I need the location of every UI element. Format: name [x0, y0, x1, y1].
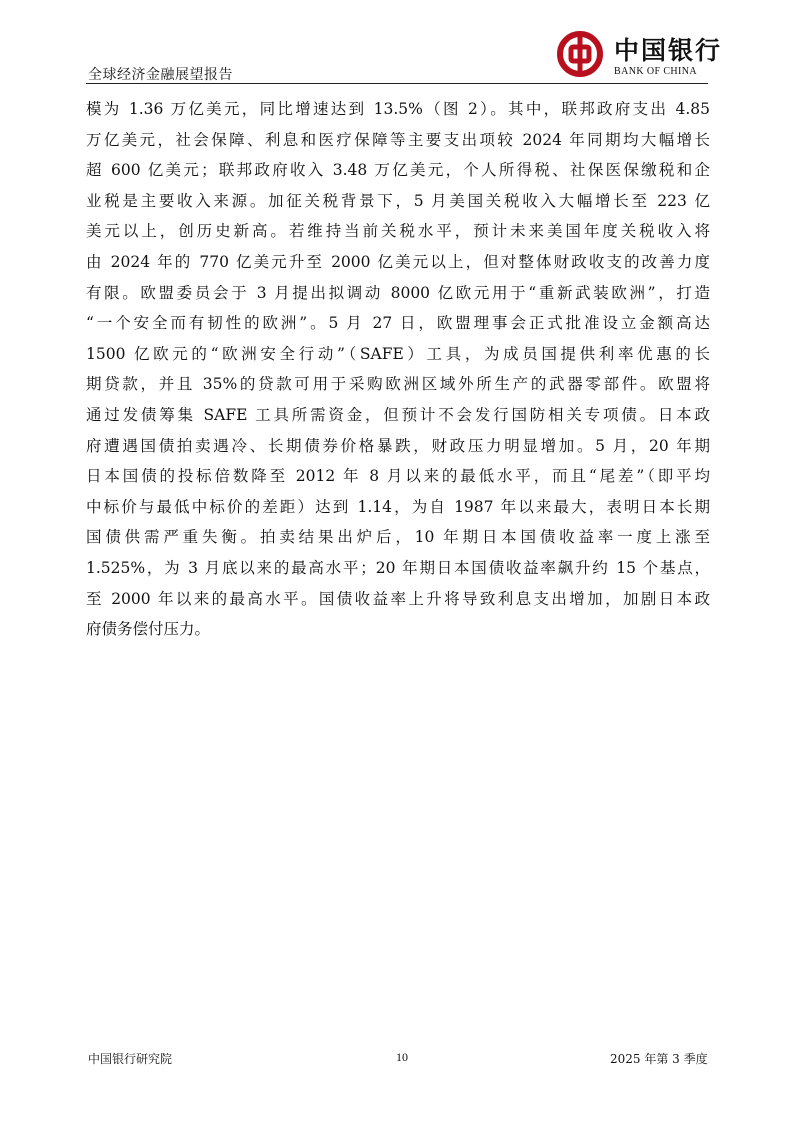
logo-english-text: BANK OF CHINA [614, 66, 697, 77]
text-line: 府债务偿付压力。 [86, 620, 211, 639]
text-line: 日本国债的投标倍数降至 2012 年 8 月以来的最低水平，而且“尾差”（即平均 [86, 467, 710, 486]
text-line: 通过发债筹集 SAFE 工具所需资金，但预计不会发行国防相关专项债。日本政 [86, 405, 710, 424]
text-line: 1.525%，为 3 月底以来的最高水平；20 年期日本国债收益率飙升约 15 个基点， [86, 558, 710, 577]
text-line: 1500 亿欧元的“欧洲安全行动”（SAFE）工具，为成员国提供利率优惠的长 [86, 344, 710, 363]
text-line: 模为 1.36 万亿美元，同比增速达到 13.5%（图 2）。其中，联邦政府支出 4.85 [86, 100, 710, 118]
text-line: 业税是主要收入来源。加征关税背景下，5 月美国关税收入大幅增长至 223 亿 [86, 191, 710, 210]
text-line: 至 2000 年以来的最高水平。国债收益率上升将导致利息支出增加，加剧日本政 [86, 589, 710, 608]
report-title: 全球经济金融展望报告 [88, 67, 233, 83]
footer-period: 2025 年第 3 季度 [610, 1052, 708, 1066]
bank-logo [556, 30, 723, 82]
text-line: “一个安全而有韧性的欧洲”。5 月 27 日，欧盟理事会正式批准设立金额高达 [86, 314, 710, 333]
footer-institute: 中国银行研究院 [88, 1052, 173, 1066]
text-line: 由 2024 年的 770 亿美元升至 2000 亿美元以上，但对整体财政收支的改善力度 [86, 252, 710, 271]
text-line: 超 600 亿美元；联邦政府收入 3.48 万亿美元，个人所得税、社保医保缴税和企 [86, 161, 710, 180]
bank-of-china-emblem-icon [556, 30, 604, 78]
header-divider [86, 83, 708, 84]
text-line: 期贷款，并且 35%的贷款可用于采购欧洲区域外所生产的武器零部件。欧盟将 [86, 375, 710, 394]
text-line: 美元以上，创历史新高。若维持当前关税水平，预计未来美国年度关税收入将 [86, 222, 710, 241]
text-line: 国债供需严重失衡。拍卖结果出炉后，10 年期日本国债收益率一度上涨至 [86, 528, 710, 547]
text-line: 中标价与最低中标价的差距）达到 1.14，为自 1987 年以来最大，表明日本长期 [86, 497, 710, 516]
page-number: 10 [396, 1050, 408, 1064]
text-line: 有限。欧盟委员会于 3 月提出拟调动 8000 亿欧元用于“重新武装欧洲”，打造 [86, 283, 710, 302]
body-paragraph [86, 94, 710, 645]
text-line: 万亿美元，社会保障、利息和医疗保障等主要支出项较 2024 年同期均大幅增长 [86, 130, 710, 149]
logo-chinese-text: 中国银行 [614, 36, 723, 65]
text-line: 府遭遇国债拍卖遇冷、长期债券价格暴跌，财政压力明显增加。5 月，20 年期 [86, 436, 710, 455]
